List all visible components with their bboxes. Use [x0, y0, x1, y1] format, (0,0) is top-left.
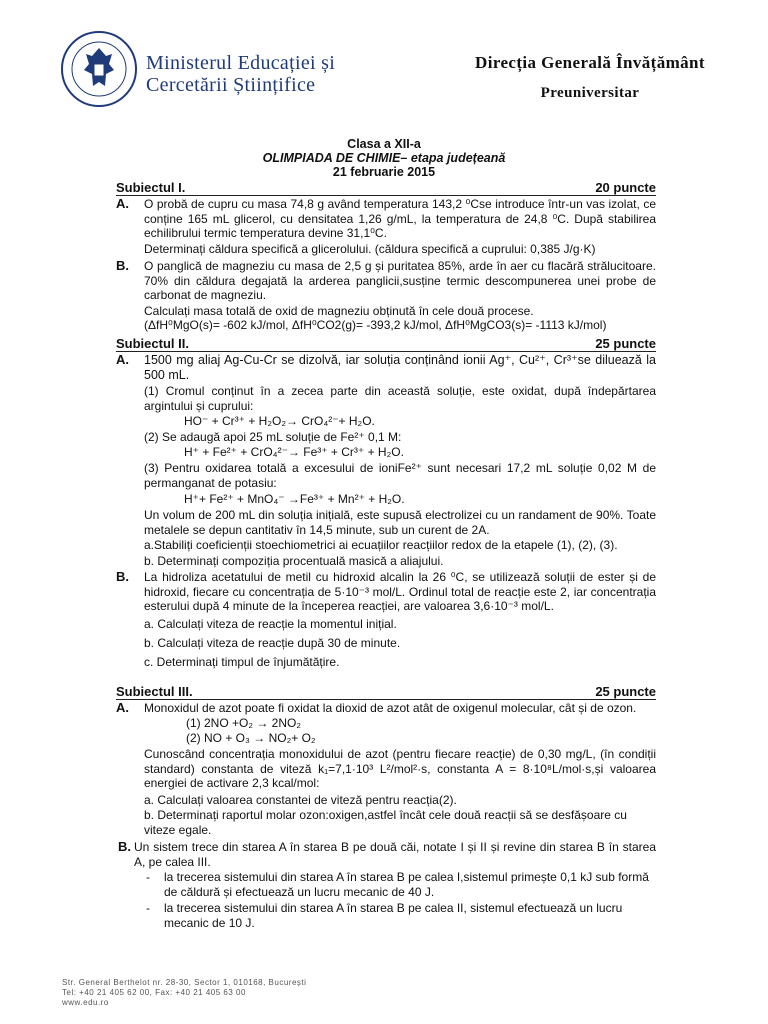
- date-title: 21 februarie 2015: [332, 165, 436, 179]
- s2-a-text: 1500 mg aliaj Ag-Cu-Cr se dizolvă, iar soluția conținând ionii Ag⁺, Cu²⁺, Cr³⁺se diluează la 500 mL.: [144, 353, 656, 382]
- s2-b-text: La hidroliza acetatului de metil cu hidroxid alcalin la 26 ⁰C, se utilizează soluții de ester și de hidroxid, fiecare cu concentrația de 5·10⁻³ mol/L. Ordinul total de reacție este 2, iar concentrația esterului după 4 minute de la începerea reacției, are valoarea 3,6·10⁻³ mol/L.: [144, 570, 656, 613]
- s1-b-text3: (ΔfH⁰MgO(s)= -602 kJ/mol, ΔfH⁰CO2(g)= -393,2 kJ/mol, ΔfH⁰MgCO3(s)= -1113 kJ/mol): [144, 318, 607, 332]
- s3-b-text: Un sistem trece din starea A în starea B pe două căi, notate I și II și revine din starea B în starea A, pe calea III.: [134, 840, 656, 869]
- s3-b-label: B.: [118, 839, 131, 854]
- s2-b-b: b. Calculați viteza de reacție după 30 de minute.: [144, 636, 401, 650]
- footer-line3: www.edu.ro: [62, 998, 109, 1007]
- s1-b-label: B.: [116, 258, 129, 273]
- s2-eq2: H⁺ + Fe²⁺ + CrO₄²⁻→ Fe³⁺ + Cr³⁺ + H₂O.: [184, 445, 404, 459]
- s3-a-text2: Cunoscând concentrația monoxidului de azot (pentru fiecare reacție) de 0,30 mg/L, (în condiții standard) constanta de viteză k₁=7,1·10³ L²/mol²·s, constanta A = 8·10⁸L/mol·s,și valoarea energiei de activare 2,3 kcal/mol:: [144, 747, 656, 790]
- s1-a-label: A.: [116, 196, 129, 211]
- s2-a-3: (3) Pentru oxidarea totală a excesului de ioniFe²⁺ sunt necesari 17,2 mL soluție 0,02 M de permanganat de potasiu:: [144, 461, 656, 490]
- s2-b-label: B.: [116, 569, 129, 584]
- footer-address: [62, 978, 306, 1008]
- class-title: Clasa a XII-a: [347, 137, 421, 151]
- direction-line1: Direcția Generală Învățământ: [475, 53, 705, 72]
- subject-3-heading: [116, 684, 656, 700]
- s1-a-text2: Determinați căldura specifică a glicerolului. (căldura specifică a cuprului: 0,385 J/g·K): [144, 242, 596, 256]
- subject-1-points: 20 puncte: [595, 180, 656, 195]
- footer-line2: Tel: +40 21 405 62 00, Fax: +40 21 405 63 00: [62, 988, 246, 997]
- s2-a-4: Un volum de 200 mL din soluția inițială, este supusă electrolizei cu un randament de 90%. Toate metalele se depun cantitativ în 14,5 minute, sub un curent de 2A.: [144, 508, 656, 537]
- s3-eq2: (2) NO + O₃ → NO₂+ O₂: [186, 731, 316, 745]
- s2-eq1: HO⁻ + Cr³⁺ + H₂O₂→ CrO₄²⁻+ H₂O.: [184, 414, 375, 428]
- subject-1-title: Subiectul I.: [116, 180, 186, 195]
- s3-eq1: (1) 2NO +O₂ → 2NO₂: [186, 716, 302, 730]
- s2-a-a: a.Stabiliți coeficienții stoechiometrici ai ecuațiilor reacțiilor redox de la etapele (1), (2), (3).: [144, 538, 618, 552]
- s3-b-2: la trecerea sistemului din starea A în starea B pe calea II, sistemul efectuează un lucru mecanic de 10 J.: [164, 901, 623, 930]
- s3-b-dash1: -: [146, 870, 150, 884]
- s3-a-a: a. Calculați valoarea constantei de viteză pentru reacția(2).: [144, 793, 457, 807]
- subject-3-title: Subiectul III.: [116, 684, 193, 699]
- government-seal: [60, 30, 138, 108]
- subject-2-title: Subiectul II.: [116, 336, 189, 351]
- s3-b-1: la trecerea sistemului din starea A în starea B pe calea I,sistemul primește 0,1 kJ sub formă de căldură și efectuează un lucru mecanic de 40 J.: [164, 870, 649, 899]
- s1-b-text: O panglică de magneziu cu masa de 2,5 g și puritatea 85%, arde în aer cu flacără strălucitoare. 70% din căldura degajată la arderea panglicii,susține termic descompunerea unei probe de carbonat de magneziu.: [144, 259, 656, 302]
- s2-a-1: (1) Cromul conținut în a zecea parte din această soluție, este oxidat, după îndepărtarea argintului și cuprului:: [144, 384, 656, 413]
- ministry-line1: Ministerul Educației și: [146, 52, 336, 74]
- s2-eq3: H⁺+ Fe²⁺ + MnO₄⁻ →Fe³⁺ + Mn²⁺ + H₂O.: [184, 492, 405, 506]
- s1-a-text: O probă de cupru cu masa 74,8 g având temperatura 143,2 ⁰Cse introduce într-un vas izolat, ce conține 165 mL glicerol, cu densitatea 1,26 g/mL, la temperatura de 24,8 ⁰C. După stabilirea echilibrului termic temperatura devine 31,1⁰C.: [144, 197, 656, 240]
- footer-line1: Str. General Berthelot nr. 28-30, Sector 1, 010168, București: [62, 978, 307, 987]
- subject-2-points: 25 puncte: [595, 336, 656, 351]
- s2-a-b: b. Determinați compoziția procentuală masică a aliajului.: [144, 554, 444, 568]
- direction-name: [440, 48, 740, 108]
- subject-3-points: 25 puncte: [595, 684, 656, 699]
- s3-a-label: A.: [116, 700, 129, 715]
- s2-b-a: a. Calculați viteza de reacție la momentul inițial.: [144, 617, 397, 631]
- ministry-line2: Cercetării Științifice: [146, 74, 316, 96]
- s2-b-c: c. Determinați timpul de înjumătățire.: [144, 655, 340, 669]
- ministry-name: [146, 52, 335, 96]
- s1-b-text2: Calculați masa totală de oxid de magneziu obținută în cele două procese.: [144, 304, 534, 318]
- olympiad-title: OLIMPIADA DE CHIMIE– etapa județeană: [262, 151, 506, 165]
- s3-b-dash2: -: [146, 901, 150, 915]
- s2-a-2: (2) Se adaugă apoi 25 mL soluție de Fe²⁺ 0,1 M:: [144, 430, 402, 444]
- s2-a-label: A.: [116, 352, 129, 367]
- s3-a-b: b. Determinați raportul molar ozon:oxigen,astfel încât cele două reacții să se desfășoare cu viteze egale.: [144, 808, 627, 837]
- direction-line2: Preuniversitar: [540, 85, 640, 101]
- subject-2-heading: [116, 336, 656, 352]
- s3-a-text: Monoxidul de azot poate fi oxidat la dioxid de azot atât de oxigenul molecular, cât și de ozon.: [144, 701, 637, 715]
- subject-1-heading: [116, 180, 656, 196]
